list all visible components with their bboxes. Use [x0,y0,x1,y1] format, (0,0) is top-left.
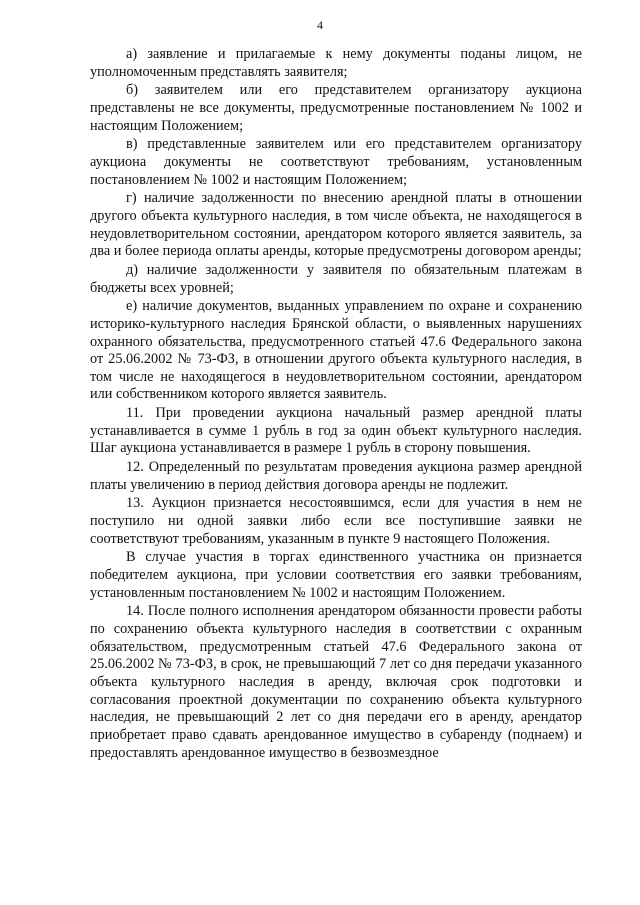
clause-14: 14. После полного исполнения арендатором обязанности провести работы по сохранению объекта культурного наследия в соответствии с охранным обязательством, предусмотренным статьей 47.6 Федерального закона от 25.06.2002 № 73-ФЗ, в срок, не превышающий 7 лет со дня передачи указанного объекта культурного наследия в аренду, включая срок подготовки и согласования проектной документации по сохранению объекта культурного наследия, не превышающий 2 лет со дня передачи его в аренду, арендатор приобретает право сдавать арендованное имущество в субаренду (поднаем) и предоставлять арендованное имущество в безвозмездное [90,603,582,761]
paragraph-b: б) заявителем или его представителем организатору аукциона представлены не все документы, предусмотренные постановлением № 1002 и настоящим Положением; [90,82,582,134]
document-body [90,46,582,762]
paragraph-e: е) наличие документов, выданных управлением по охране и сохранению историко-культурного наследия Брянской области, о выявленных нарушениях охранного обязательства, предусмотренного статьей 47.6 Федерального закона от 25.06.2002 № 73-ФЗ, в отношении другого объекта культурного наследия, в том числе не находящегося в неудовлетворительном состоянии, арендатором или собственником которого является заявитель. [90,298,582,403]
clause-11: 11. При проведении аукциона начальный размер арендной платы устанавливается в сумме 1 рубль в год за один объект культурного наследия. Шаг аукциона устанавливается в размере 1 рубль в сторону повышения. [90,405,582,457]
clause-13: 13. Аукцион признается несостоявшимся, если для участия в нем не поступило ни одной заявки либо если все поступившие заявки не соответствуют требованиям, указанным в пункте 9 настоящего Положения. [90,495,582,547]
paragraph-v: в) представленные заявителем или его представителем организатору аукциона документы не соответствуют требованиям, установленным постановлением № 1002 и настоящим Положением; [90,136,582,188]
clause-13-single-participant: В случае участия в торгах единственного участника он признается победителем аукциона, при условии соответствия его заявки требованиям, установленным постановлением № 1002 и настоящим Положением. [90,549,582,601]
paragraph-a: а) заявление и прилагаемые к нему документы поданы лицом, не уполномоченным представлять заявителя; [90,46,582,80]
paragraph-g: г) наличие задолженности по внесению арендной платы в отношении другого объекта культурного наследия, в том числе объекта, не находящегося в неудовлетворительном состоянии, арендатором которого является заявитель, за два и более периода оплаты аренды, которые предусмотрены договором аренды; [90,190,582,260]
paragraph-d: д) наличие задолженности у заявителя по обязательным платежам в бюджеты всех уровней; [90,261,582,296]
clause-12: 12. Определенный по результатам проведения аукциона размер арендной платы увеличению в период действия договора аренды не подлежит. [90,459,582,493]
page-number: 4 [317,18,323,32]
